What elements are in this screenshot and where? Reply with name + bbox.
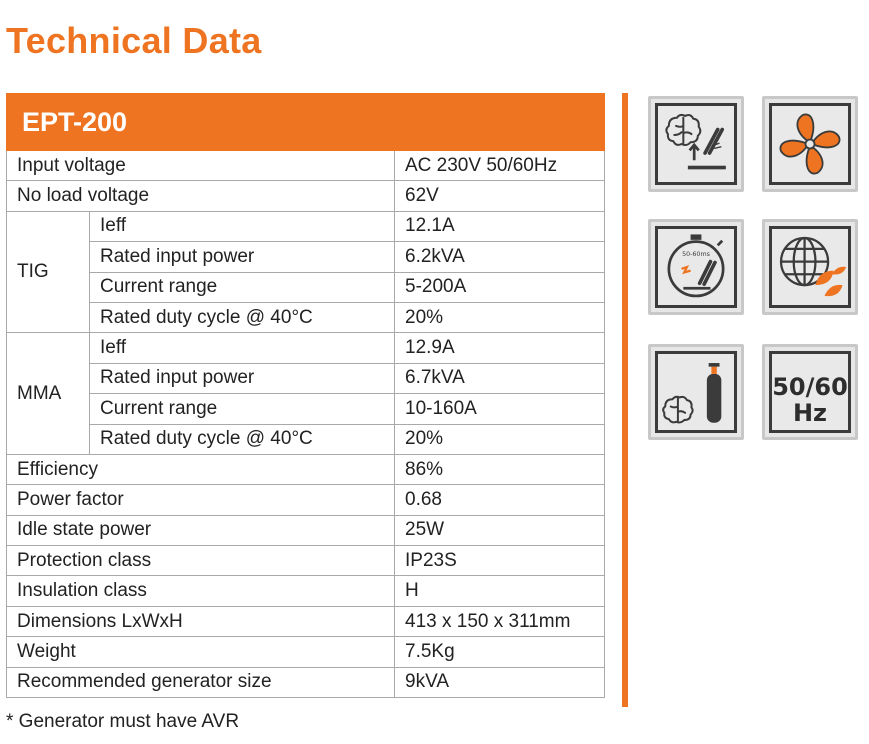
table-row — [7, 242, 605, 272]
row-value: 7.5Kg — [395, 637, 605, 667]
frequency-value: 50/60 — [772, 373, 848, 401]
table-row — [7, 302, 605, 332]
row-label: Current range — [90, 394, 395, 424]
svg-text:50-60ms: 50-60ms — [682, 251, 710, 259]
row-value: 6.7kVA — [395, 363, 605, 393]
footnote: * Generator must have AVR — [6, 711, 240, 732]
row-label: No load voltage — [7, 181, 395, 211]
row-label: Dimensions LxWxH — [7, 606, 395, 636]
row-label: Rated input power — [90, 363, 395, 393]
row-value: 0.68 — [395, 485, 605, 515]
row-value: 413 x 150 x 311mm — [395, 606, 605, 636]
brain-lift-arc-icon — [648, 96, 744, 192]
table-row — [7, 272, 605, 302]
row-label: Weight — [7, 637, 395, 667]
row-value: 20% — [395, 302, 605, 332]
table-row — [7, 333, 605, 363]
row-label: Rated duty cycle @ 40°C — [90, 424, 395, 454]
row-value: 5-200A — [395, 272, 605, 302]
row-label: Protection class — [7, 546, 395, 576]
group-label-mma: MMA — [7, 333, 90, 455]
row-label: Ieff — [90, 211, 395, 241]
frequency-50-60hz-icon — [762, 344, 858, 440]
row-value: 12.1A — [395, 211, 605, 241]
row-label: Ieff — [90, 333, 395, 363]
globe-eco-leaves-icon — [762, 219, 858, 315]
table-row — [7, 515, 605, 545]
row-value: H — [395, 576, 605, 606]
row-value: 12.9A — [395, 333, 605, 363]
model-name: EPT-200 — [7, 94, 605, 151]
frequency-label — [772, 374, 848, 426]
row-value: 9kVA — [395, 667, 605, 697]
row-label: Rated duty cycle @ 40°C — [90, 302, 395, 332]
row-label: Efficiency — [7, 454, 395, 484]
row-value: 20% — [395, 424, 605, 454]
table-row — [7, 546, 605, 576]
row-value: 6.2kVA — [395, 242, 605, 272]
page-title: Technical Data — [6, 20, 262, 61]
table-row — [7, 181, 605, 211]
row-label: Recommended generator size — [7, 667, 395, 697]
table-row — [7, 394, 605, 424]
row-label: Idle state power — [7, 515, 395, 545]
row-value: IP23S — [395, 546, 605, 576]
row-label: Power factor — [7, 485, 395, 515]
group-label-tig: TIG — [7, 211, 90, 333]
table-row — [7, 424, 605, 454]
table-row — [7, 576, 605, 606]
row-value: 25W — [395, 515, 605, 545]
table-row — [7, 637, 605, 667]
table-row — [7, 363, 605, 393]
row-value: 86% — [395, 454, 605, 484]
technical-data-table — [6, 93, 605, 698]
table-row — [7, 485, 605, 515]
table-header-row — [7, 94, 605, 151]
table-row — [7, 454, 605, 484]
row-value: 10-160A — [395, 394, 605, 424]
table-row — [7, 211, 605, 241]
hot-start-timer-icon — [648, 219, 744, 315]
table-row — [7, 667, 605, 697]
frequency-unit: Hz — [792, 399, 828, 427]
row-value: AC 230V 50/60Hz — [395, 151, 605, 181]
brain-gas-cylinder-icon — [648, 344, 744, 440]
accent-divider — [622, 93, 628, 707]
row-label: Current range — [90, 272, 395, 302]
cooling-fan-icon — [762, 96, 858, 192]
row-label: Rated input power — [90, 242, 395, 272]
row-value: 62V — [395, 181, 605, 211]
row-label: Input voltage — [7, 151, 395, 181]
table-row — [7, 606, 605, 636]
row-label: Insulation class — [7, 576, 395, 606]
table-row — [7, 151, 605, 181]
